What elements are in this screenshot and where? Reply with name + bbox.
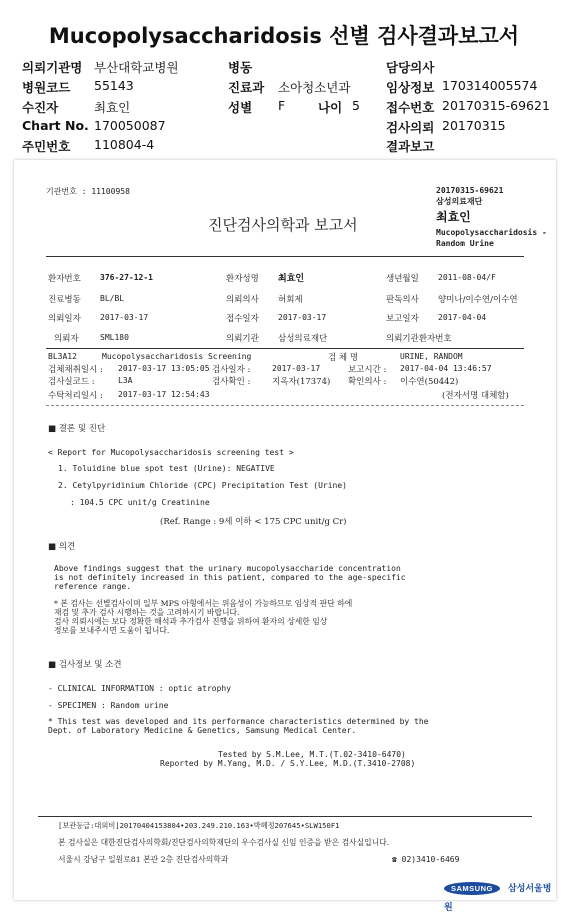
info-label: 의뢰의사 bbox=[226, 295, 259, 305]
opinion-line: * 본 검사는 선별검사이며 일부 MPS 아형에서는 위음성이 가능하므로 임상적 판단 하에 bbox=[54, 599, 353, 608]
value-age: 5 bbox=[352, 98, 360, 113]
info-value: 허회제 bbox=[278, 295, 303, 305]
info-value: 2017-03-17 bbox=[100, 313, 149, 322]
opinion-line: Above findings suggest that the urinary mucopolysaccharide concentration bbox=[54, 564, 401, 573]
info-label: 의뢰일자 bbox=[48, 314, 81, 324]
section-test-info: ■ 검사정보 및 소견 bbox=[48, 660, 122, 670]
footer-certification: 본 검사실은 대한진단검사의학회/진단검사의학재단의 우수검사실 신임 인증을 받은 검사실입니다. bbox=[58, 838, 390, 847]
label-sex: 성별 bbox=[228, 100, 253, 115]
value-request-date: 20170315 bbox=[442, 118, 506, 133]
info-label: 의뢰자 bbox=[54, 334, 79, 344]
page-title: Mucopolysaccharidosis 선별 검사결과보고서 bbox=[48, 24, 520, 48]
value-resident-no: 110804-4 bbox=[94, 137, 155, 152]
section-opinion: ■ 의견 bbox=[48, 542, 76, 552]
opinion-line: is not definitely increased in this patient, compared to the age-specific bbox=[54, 573, 406, 582]
label-ward: 병동 bbox=[228, 60, 253, 75]
divider bbox=[46, 348, 524, 349]
result-line: : 104.5 CPC unit/g Creatinine bbox=[70, 498, 210, 507]
value-chart-no: 170050087 bbox=[94, 118, 166, 133]
meta-label: 검사확인 : bbox=[212, 377, 251, 387]
info-label: 보고일자 bbox=[386, 314, 419, 324]
info-line: - SPECIMEN : Random urine bbox=[48, 701, 169, 710]
label-referring-org: 의뢰기관명 bbox=[22, 60, 83, 75]
info-value: 376-27-12-1 bbox=[100, 273, 153, 282]
info-value: 2017-04-04 bbox=[438, 313, 487, 322]
test-name: Mucopolysaccharidosis Screening bbox=[102, 352, 252, 361]
stamp-number: 20170315-69621 bbox=[436, 186, 504, 195]
divider bbox=[46, 405, 524, 406]
meta-label: 검사실코드 : bbox=[48, 377, 95, 387]
info-label: 의뢰기관 bbox=[226, 334, 259, 344]
info-label: 환자번호 bbox=[48, 274, 81, 284]
result-line: 1. Toluidine blue spot test (Urine): NEGATIVE bbox=[58, 464, 275, 473]
stamp-test: Mucopolysaccharidosis - bbox=[436, 228, 547, 237]
meta-value: L3A bbox=[118, 376, 133, 385]
label-patient: 수진자 bbox=[22, 100, 59, 115]
label-chart-no: Chart No. bbox=[22, 118, 89, 133]
value-department: 소아청소년과 bbox=[278, 80, 351, 95]
meta-label: 검사일자 : bbox=[212, 365, 251, 375]
tested-by: Tested by S.M.Lee, M.T.(T.02-3410-6470) bbox=[218, 750, 406, 759]
value-clinical-info: 170314005574 bbox=[442, 78, 538, 93]
info-line: * This test was developed and its performance characteristics determined by the bbox=[48, 717, 429, 726]
meta-value: 2017-03-17 12:54:43 bbox=[118, 390, 210, 399]
test-code: BL3A12 bbox=[48, 352, 77, 361]
specimen-label bbox=[432, 184, 550, 256]
info-label: 접수일자 bbox=[226, 314, 259, 324]
meta-label: 수탁처리일시 : bbox=[48, 391, 103, 401]
samsung-logo bbox=[444, 876, 556, 914]
value-accession-no: 20170315-69621 bbox=[442, 98, 550, 113]
info-value: BL/BL bbox=[100, 294, 125, 303]
label-resident-no: 주민번호 bbox=[22, 139, 71, 154]
divider bbox=[46, 256, 524, 257]
value-sex: F bbox=[278, 98, 286, 113]
result-line: < Report for Mucopolysaccharidosis screening test > bbox=[48, 448, 294, 457]
info-label: 판독의사 bbox=[386, 295, 419, 305]
org-number: 기관번호 : 11100958 bbox=[46, 187, 130, 196]
opinion-line: 정보를 보내주시면 도움이 됩니다. bbox=[54, 626, 170, 635]
specimen-value: URINE, RANDOM bbox=[400, 352, 463, 361]
info-value: 양미나/이수연/이수연 bbox=[438, 295, 518, 305]
specimen-label-text: 검 체 명 bbox=[328, 353, 359, 363]
value-referring-org: 부산대학교병원 bbox=[94, 60, 179, 75]
info-value: 삼성의료재단 bbox=[278, 334, 328, 344]
result-line: (Ref. Range : 9세 이하 < 175 CPC unit/g Cr) bbox=[160, 517, 347, 527]
label-doctor: 담당의사 bbox=[386, 60, 435, 75]
logo-brand: SAMSUNG bbox=[444, 882, 500, 895]
info-line: Dept. of Laboratory Medicine & Genetics, Samsung Medical Center. bbox=[48, 726, 357, 735]
info-label: 환자성명 bbox=[226, 274, 259, 284]
e-signature-note: (전자서명 대체함) bbox=[442, 391, 509, 401]
stamp-org: 삼성의료재단 bbox=[436, 197, 483, 206]
logo-hospital-name: 삼성서울병원 bbox=[444, 884, 552, 913]
meta-label: 검체채취일시 : bbox=[48, 365, 103, 375]
opinion-line: 재검 및 추가 검사 시행하는 것을 고려하시기 바랍니다. bbox=[54, 608, 240, 617]
reported-by: Reported by M.Yang, M.D. / S.Y.Lee, M.D.(T.3410-2708) bbox=[160, 759, 416, 768]
info-label: 생년월일 bbox=[386, 274, 419, 284]
report-title: 진단검사의학과 보고서 bbox=[208, 216, 358, 234]
info-value: 2011-08-04/F bbox=[438, 273, 496, 282]
label-age: 나이 bbox=[318, 100, 343, 115]
label-department: 진료과 bbox=[228, 80, 265, 95]
info-value: 2017-03-17 bbox=[278, 313, 327, 322]
opinion-line: reference range. bbox=[54, 582, 132, 591]
meta-value: 지옥자(17374) bbox=[272, 377, 331, 387]
meta-label: 보고시간 : bbox=[348, 365, 387, 375]
label-request-date: 검사의뢰 bbox=[386, 120, 435, 135]
meta-value: 2017-03-17 bbox=[272, 364, 321, 373]
label-hospital-code: 병원코드 bbox=[22, 80, 71, 95]
section-conclusion: ■ 결론 및 진단 bbox=[48, 424, 106, 434]
label-result-report: 결과보고 bbox=[386, 139, 435, 154]
info-label: 진료병동 bbox=[48, 295, 81, 305]
result-line: 2. Cetylpyridinium Chloride (CPC) Precipitation Test (Urine) bbox=[58, 481, 347, 490]
stamp-specimen: Random Urine bbox=[436, 239, 494, 248]
footer-phone: ☎ 02)3410-6469 bbox=[392, 855, 460, 864]
meta-value: 2017-03-17 13:05:05 bbox=[118, 364, 210, 373]
info-line: - CLINICAL INFORMATION : optic atrophy bbox=[48, 684, 232, 693]
stamp-name: 최효인 bbox=[436, 210, 471, 224]
meta-value: 2017-04-04 13:46:57 bbox=[400, 364, 492, 373]
value-patient: 최효인 bbox=[94, 100, 131, 115]
footer-security: [보관등급:대외비]20170404153804•203.249.210.163•박혜정207645•SLW150F1 bbox=[58, 821, 340, 830]
divider bbox=[38, 816, 532, 817]
report-header bbox=[0, 0, 568, 160]
meta-value: 이수연(50442) bbox=[400, 377, 459, 387]
scanned-report bbox=[14, 160, 556, 913]
info-value: SML180 bbox=[100, 333, 129, 342]
label-clinical-info: 임상정보 bbox=[386, 80, 435, 95]
value-hospital-code: 55143 bbox=[94, 78, 134, 93]
info-label: 의뢰기관환자번호 bbox=[386, 334, 452, 344]
footer-address: 서울시 강남구 일원로81 본관 2층 진단검사의학과 bbox=[58, 855, 229, 864]
info-value: 최효인 bbox=[278, 274, 305, 284]
opinion-line: 검사 의뢰시에는 보다 정확한 해석과 추가검사 진행을 위하여 환자의 상세한 임상 bbox=[54, 617, 328, 626]
label-accession-no: 접수번호 bbox=[386, 100, 435, 115]
meta-label: 확인의사 : bbox=[348, 377, 387, 387]
